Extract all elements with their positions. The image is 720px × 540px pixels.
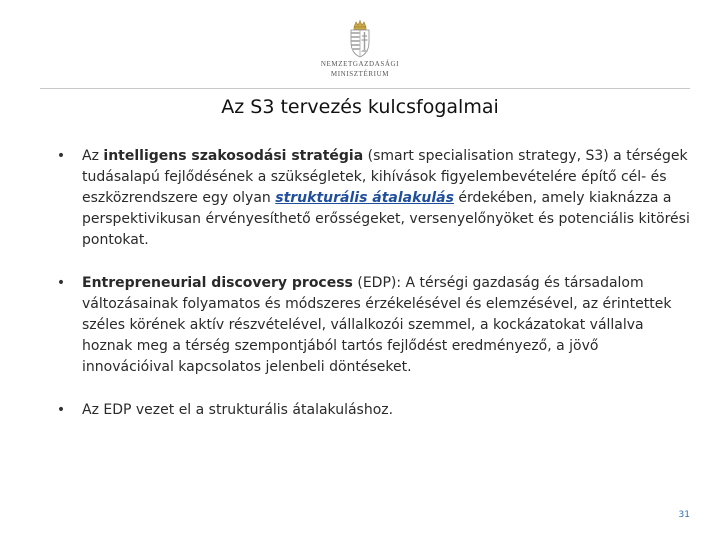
bullet-dot-icon: • bbox=[56, 275, 66, 291]
bullet-1-post: érdekében, amely kiaknázza a perspektivikusan érvényesíthető erősségeket, versenyelőnyöket és potenciális kitörési pontokat. bbox=[82, 190, 690, 248]
bullet-edp-conclusion bbox=[54, 400, 690, 421]
bullet-1-body: (smart specialisation strategy, S3) a térségek tudásalapú fejlődésének a szükségletek, kihívások figyelembevételére építő cél- és eszközrendszere egy olyan bbox=[82, 148, 688, 206]
logo-line-1: NEMZETGAZDASÁGI bbox=[320, 60, 400, 68]
bullet-list bbox=[54, 146, 690, 421]
bullet-1-pre: Az bbox=[82, 148, 104, 164]
ministry-logo bbox=[310, 20, 410, 84]
bullet-dot-icon: • bbox=[56, 148, 66, 164]
page-number: 31 bbox=[678, 510, 690, 520]
hungarian-coat-of-arms-icon bbox=[347, 20, 373, 58]
structural-change-link[interactable]: strukturális átalakulás bbox=[275, 190, 454, 206]
logo-line-2: MINISZTÉRIUM bbox=[330, 70, 390, 78]
slide-title: Az S3 tervezés kulcsfogalmai bbox=[221, 96, 499, 118]
bullet-edp-definition bbox=[54, 273, 690, 378]
bullet-s3-definition bbox=[54, 146, 690, 251]
bullet-3-text: Az EDP vezet el a strukturális átalakuláshoz. bbox=[82, 402, 394, 418]
title-divider bbox=[40, 88, 690, 89]
bullet-2-body: (EDP): A térségi gazdaság és társadalom változásainak folyamatos és módszeres érzékelésével és elemzésével, az érintettek széles körének aktív részvételével, vállalkozói szemmel, a kockázatokat vállalva hoznak meg a térség szempontjából tartós fejlődést eredményező, a jövő innovációival kapcsolatos jelenbeli döntéseket. bbox=[82, 275, 672, 375]
bullet-2-term: Entrepreneurial discovery process bbox=[82, 275, 353, 291]
bullet-dot-icon: • bbox=[56, 402, 66, 418]
bullet-1-term: intelligens szakosodási stratégia bbox=[103, 148, 364, 164]
